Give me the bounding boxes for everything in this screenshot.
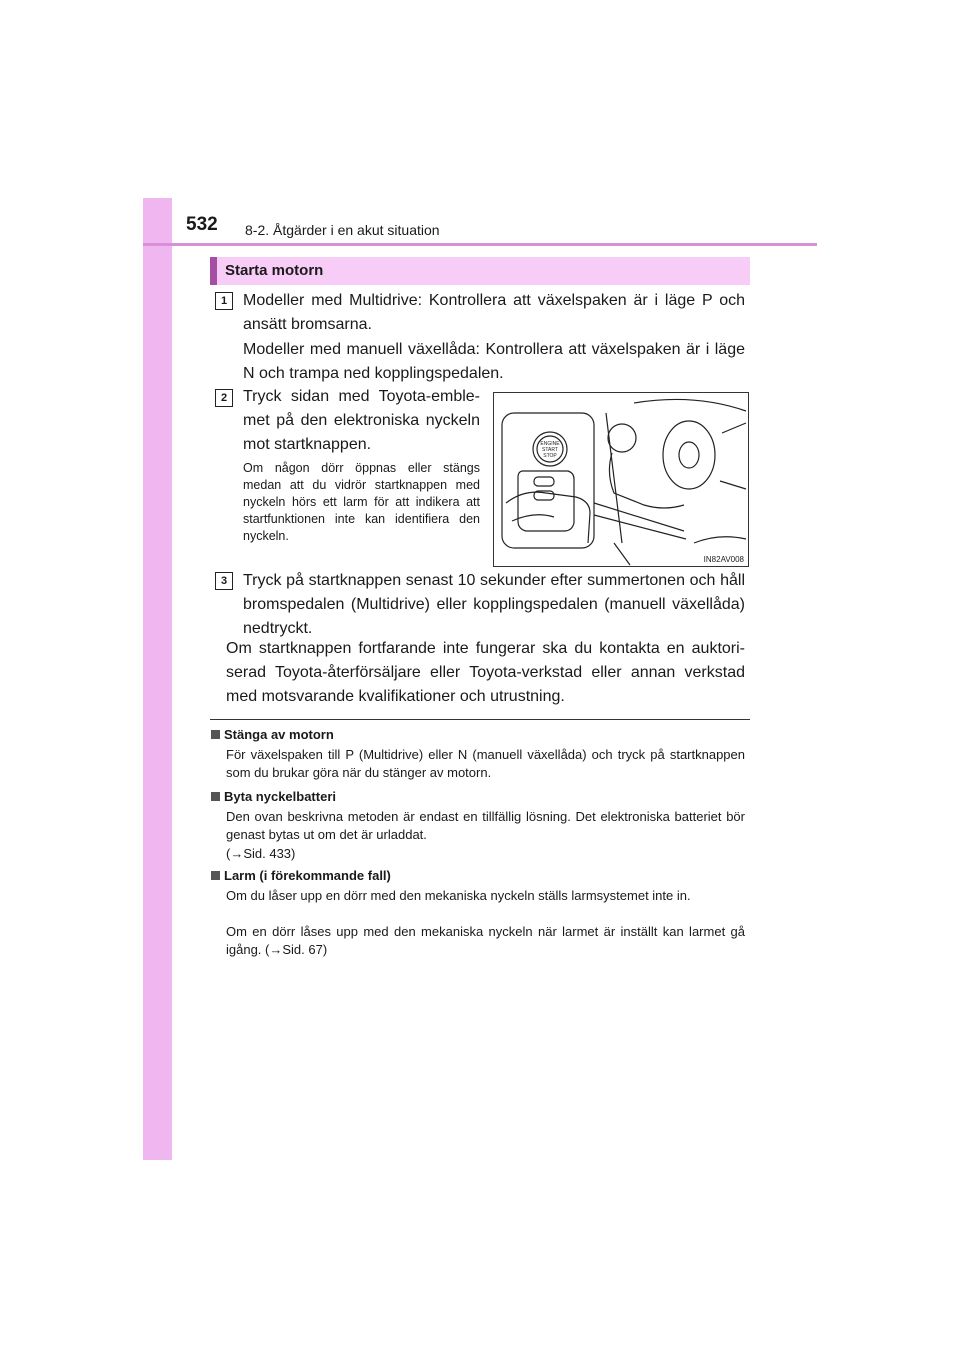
- start-button-label-1: ENGINE: [540, 441, 560, 447]
- header-rule: [143, 243, 817, 246]
- page-number: 532: [186, 214, 218, 235]
- step-badge-2: 2: [215, 389, 233, 407]
- start-button-label-3: STOP: [543, 453, 557, 459]
- info-heading-alarm: [211, 868, 391, 883]
- door-frame-lines: [606, 413, 630, 565]
- info-heading-key-battery: [211, 789, 336, 804]
- step-2-text: Tryck sidan med Toyota-emble-met på den elektroniska nyckeln mot startknappen.: [243, 388, 480, 453]
- inset-panel: [502, 413, 594, 548]
- steering-wheel-hub: [679, 442, 699, 468]
- info-heading-text: Stänga av motorn: [224, 727, 334, 742]
- info-heading-text: Byta nyckelbatteri: [224, 789, 336, 804]
- info-heading-stop-engine: [211, 727, 334, 742]
- illustration-key-to-start-button: [493, 392, 749, 567]
- info-bullet-square: [211, 792, 220, 801]
- steering-wheel: [663, 421, 715, 489]
- step-3-text: Tryck på startknappen senast 10 sekunder efter summertonen och håll bromspedalen (Multidrive) eller kopplingspedalen (manuell växellåda) nedtryckt.: [243, 572, 745, 637]
- illustration-code: IN82AV008: [703, 555, 744, 564]
- step-1-paragraph-2: Modeller med manuell växellåda: Kontrollera att växelspaken är i läge N och trampa ned kopplingspedalen.: [243, 341, 745, 382]
- side-tab-strip: [143, 198, 172, 1160]
- section-header-bar: [210, 257, 217, 285]
- chapter-title: 8-2. Åtgärder i en akut situation: [245, 222, 440, 238]
- info-body-key-battery: Den ovan beskrivna metoden är endast en tillfällig lösning. Det elektroniska batteriet bör genast bytas ut om det är urladdat.: [226, 809, 745, 842]
- key-fob: [518, 471, 574, 531]
- illustration-drawing: [494, 393, 748, 566]
- windshield-line: [634, 399, 746, 411]
- section-divider: [210, 719, 750, 720]
- info-body-alarm-2: Om en dörr låses upp med den mekaniska nyckeln när larmet är inställt kan larmet gå igång. (→Sid. 67): [226, 924, 745, 957]
- dashboard-lines: [720, 423, 746, 489]
- driver-body: [609, 453, 684, 508]
- section-header: [210, 257, 750, 285]
- step-2-note: Om någon dörr öppnas eller stängs medan att du vidrör startknappen med nyckeln hörs ett larm för att indikera att startfunktionen inte kan identifiera den nyckeln.: [243, 461, 480, 543]
- driver-head: [608, 424, 636, 452]
- step-badge-1: 1: [215, 292, 233, 310]
- info-body-stop-engine: För växelspaken till P (Multidrive) eller N (manuell växellåda) och tryck på startknappen som du brukar göra när du stänger av motorn.: [226, 747, 745, 780]
- step-1-paragraph-1: Modeller med Multidrive: Kontrollera att växelspaken är i läge P och ansätt bromsarna.: [243, 292, 745, 333]
- key-button-lock: [534, 477, 554, 486]
- info-ref-key-battery: (→Sid. 433): [226, 846, 296, 861]
- step-badge-3: 3: [215, 572, 233, 590]
- info-heading-text: Larm (i förekommande fall): [224, 868, 391, 883]
- start-button-label-2: START: [542, 447, 558, 453]
- info-body-alarm-1: Om du låser upp en dörr med den mekaniska nyckeln ställs larmsystemet inte in.: [226, 888, 691, 903]
- section-title: Starta motorn: [225, 262, 324, 279]
- seat-line: [694, 537, 746, 543]
- info-bullet-square: [211, 730, 220, 739]
- info-bullet-square: [211, 871, 220, 880]
- closing-paragraph: Om startknappen fortfarande inte fungerar ska du kontakta en auktori-serad Toyota-återförsäljare eller Toyota-verkstad eller annan verkstad med motsvarande kvalifikationer och utrustning.: [226, 640, 745, 705]
